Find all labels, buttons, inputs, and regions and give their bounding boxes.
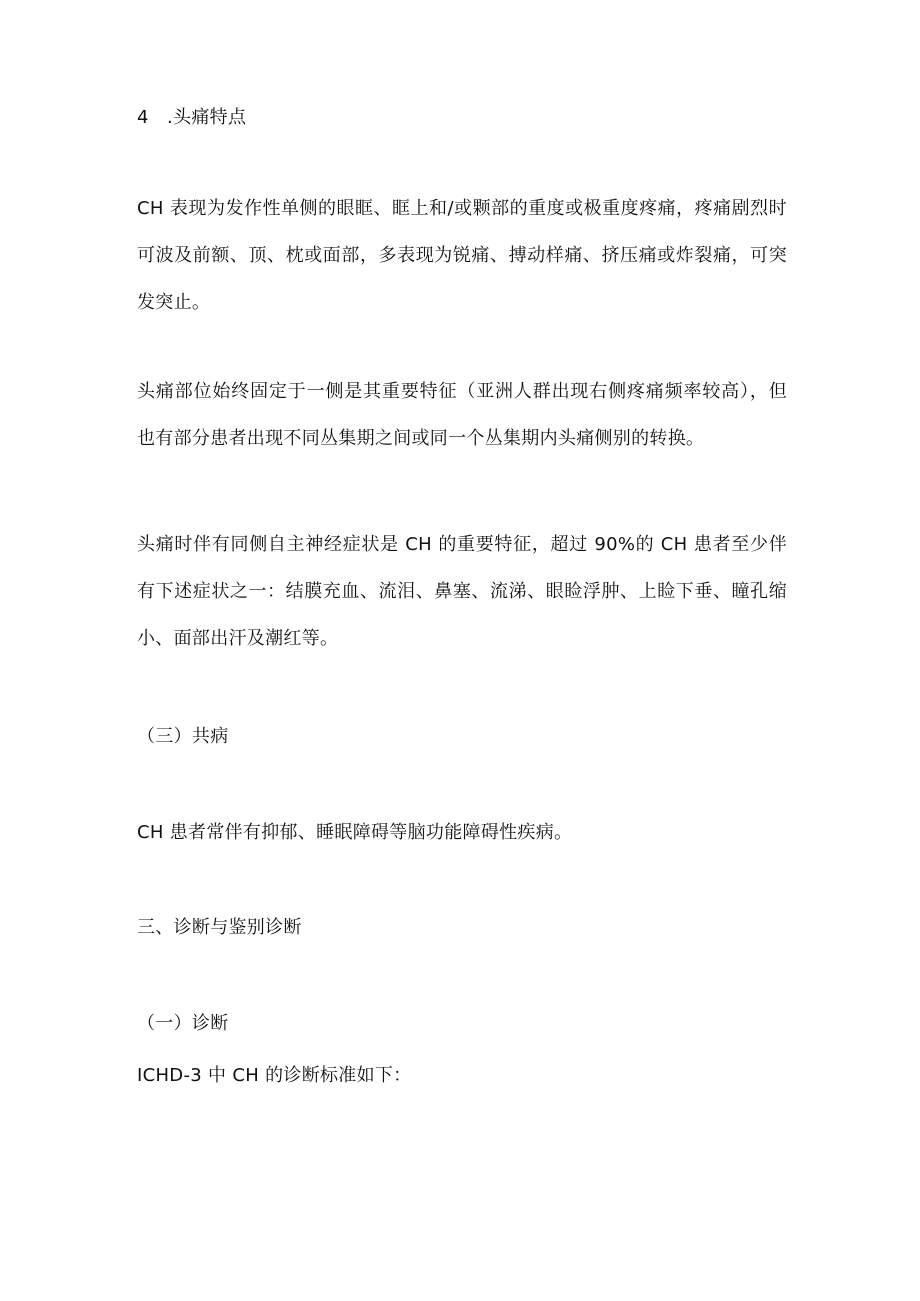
- paragraph-headache-description: [137, 185, 787, 326]
- text-line: 小、面部出汗及潮红等。: [137, 628, 339, 649]
- text-line: 头痛部位始终固定于一侧是其重要特征（亚洲人群出现右侧疼痛频率较高），但: [137, 381, 787, 402]
- paragraph-headache-location: [137, 368, 787, 462]
- text-line: 也有部分患者出现不同丛集期之间或同一个丛集期内头痛侧别的转换。: [137, 428, 705, 449]
- text-line: CH 表现为发作性单侧的眼眶、眶上和/或颗部的重度或极重度疼痛，疼痛剧烈时: [137, 198, 787, 219]
- paragraph-comorbidity: CH 患者常伴有抑郁、睡眠障碍等脑功能障碍性疾病。: [137, 822, 573, 843]
- text-line: 有下述症状之一：结膜充血、流泪、鼻塞、流涕、眼睑浮肿、上睑下垂、瞳孔缩: [137, 581, 787, 602]
- text-line: 发突止。: [137, 292, 211, 313]
- paragraph-autonomic-symptoms: [137, 521, 787, 662]
- heading-diagnosis: （一）诊断: [137, 1013, 229, 1034]
- paragraph-diagnosis-criteria: ICHD-3 中 CH 的诊断标准如下：: [137, 1065, 412, 1086]
- text-line: 可波及前额、顶、枕或面部，多表现为锐痛、搏动样痛、挤压痛或炸裂痛，可突: [137, 245, 787, 266]
- heading-comorbidity: （三）共病: [137, 726, 229, 747]
- text-line: 头痛时伴有同侧自主神经症状是 CH 的重要特征，超过 90%的 CH 患者至少伴: [137, 534, 787, 555]
- heading-diagnosis-section: 三、诊断与鉴别诊断: [137, 917, 302, 938]
- heading-headache-features: 4 .头痛特点: [137, 107, 247, 128]
